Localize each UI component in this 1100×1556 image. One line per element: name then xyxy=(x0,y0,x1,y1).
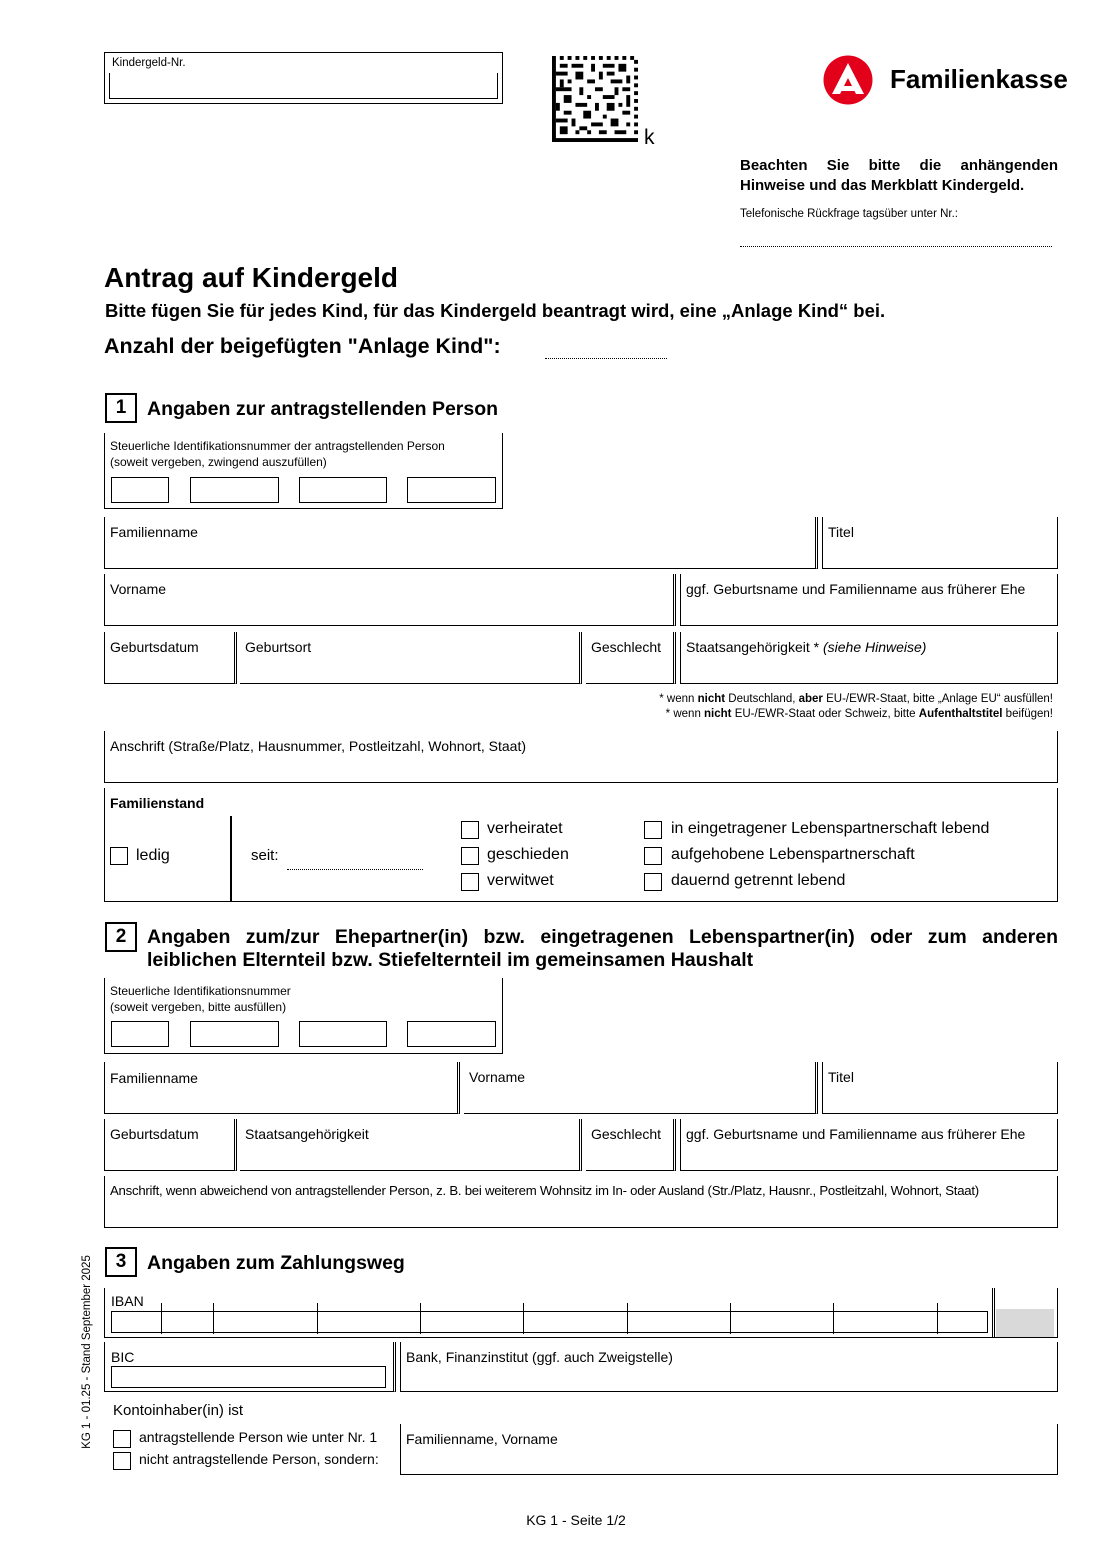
staat-note-aufenthalt: * wenn nicht EU-/EWR-Staat oder Schweiz, bitte Aufenthaltstitel beifügen! xyxy=(665,708,1053,720)
s2-vorname-label: Vorname xyxy=(469,1069,526,1085)
ledig-label: ledig xyxy=(136,847,170,864)
titel-label: Titel xyxy=(828,524,854,540)
s2-taxid-box-1[interactable] xyxy=(111,1021,169,1047)
s2-geburtsname-field[interactable] xyxy=(680,1119,1058,1171)
lp-lebend-label: in eingetragener Lebenspartnerschaft lebend xyxy=(671,820,990,837)
taxid-label2: (soweit vergeben, zwingend auszufüllen) xyxy=(110,455,327,469)
staatsangehoerigkeit-field[interactable] xyxy=(680,632,1058,684)
kontoinhaber-option2-checkbox[interactable] xyxy=(113,1452,131,1470)
s2-taxid-box-3[interactable] xyxy=(299,1021,387,1047)
iban-tick xyxy=(937,1303,938,1334)
s2-familienname-label: Familienname xyxy=(110,1070,198,1086)
iban-check-area xyxy=(996,1309,1054,1337)
datamatrix-barcode xyxy=(551,56,639,142)
familienname-label: Familienname xyxy=(110,524,198,540)
iban-label: IBAN xyxy=(111,1293,144,1309)
page-subtitle: Bitte fügen Sie für jedes Kind, für das Kindergeld beantragt wird, eine „Anlage Kind“ bei. xyxy=(105,300,886,321)
taxid-box-1[interactable] xyxy=(111,477,169,503)
taxid-box-4[interactable] xyxy=(407,477,496,503)
titel-field[interactable] xyxy=(822,517,1058,569)
section2-title xyxy=(147,926,1058,972)
notice xyxy=(740,156,1058,196)
s2-staatsangehoerigkeit-label: Staatsangehörigkeit xyxy=(245,1126,369,1142)
kontoinhaber-name-field[interactable] xyxy=(400,1424,1058,1475)
taxid-label1: Steuerliche Identifikationsnummer der antragstellenden Person xyxy=(110,439,445,453)
geburtsdatum-field[interactable] xyxy=(104,632,237,684)
kontoinhaber-name-label: Familienname, Vorname xyxy=(406,1431,558,1447)
iban-tick xyxy=(523,1303,524,1334)
iban-tick xyxy=(420,1303,421,1334)
geburtsdatum-label: Geburtsdatum xyxy=(110,639,199,655)
getrennt-label: dauernd getrennt lebend xyxy=(671,872,846,889)
kindergeld-nr-label: Kindergeld-Nr. xyxy=(112,57,186,69)
s2-geburtsname-label: ggf. Geburtsname und Familienname aus früherer Ehe xyxy=(686,1126,1026,1142)
verheiratet-label: verheiratet xyxy=(487,820,563,837)
iban-tick xyxy=(317,1303,318,1334)
vorname-field[interactable] xyxy=(104,574,676,626)
lp-lebend-checkbox[interactable] xyxy=(644,821,662,839)
vorname-label: Vorname xyxy=(110,581,167,597)
verheiratet-checkbox[interactable] xyxy=(461,821,479,839)
kontoinhaber-label: Kontoinhaber(in) ist xyxy=(113,1402,244,1419)
page-title: Antrag auf Kindergeld xyxy=(104,262,399,293)
geburtsort-label: Geburtsort xyxy=(245,639,312,655)
anlage-count-input[interactable] xyxy=(545,358,667,359)
s2-anschrift-field[interactable] xyxy=(104,1176,1058,1228)
familienkasse-logo-icon xyxy=(823,55,873,105)
familienstand-divider xyxy=(230,816,232,902)
seit-label: seit: xyxy=(251,847,279,864)
section1-number: 1 xyxy=(105,393,137,423)
page-number: KG 1 - Seite 1/2 xyxy=(526,1512,626,1528)
section1-title: Angaben zur antragstellenden Person xyxy=(147,398,499,420)
bic-input[interactable] xyxy=(111,1366,386,1388)
barcode-suffix: k xyxy=(644,126,655,149)
section2-title-line1: Angaben zum/zur Ehepartner(in) bzw. eingetragenen Lebenspartner(in) oder zum anderen xyxy=(147,926,1058,948)
kontoinhaber-option2-label: nicht antragstellende Person, sondern: xyxy=(139,1451,379,1467)
s2-staatsangehoerigkeit-field[interactable] xyxy=(240,1119,582,1171)
anlage-count-label: Anzahl der beigefügten "Anlage Kind": xyxy=(104,334,501,358)
geschlecht-field[interactable] xyxy=(586,632,676,684)
iban-tick xyxy=(213,1303,214,1334)
ledig-checkbox[interactable] xyxy=(110,847,128,865)
lp-aufgehoben-checkbox[interactable] xyxy=(644,847,662,865)
s2-taxid-box-4[interactable] xyxy=(407,1021,496,1047)
s2-taxid-box-2[interactable] xyxy=(190,1021,279,1047)
getrennt-checkbox[interactable] xyxy=(644,873,662,891)
taxid-box-3[interactable] xyxy=(299,477,387,503)
s2-taxid-label2: (soweit vergeben, bitte ausfüllen) xyxy=(110,1000,287,1014)
phone-label: Telefonische Rückfrage tagsüber unter Nr.: xyxy=(740,208,958,220)
taxid-box-2[interactable] xyxy=(190,477,279,503)
iban-tick xyxy=(833,1303,834,1334)
kindergeld-nr-field[interactable] xyxy=(104,52,503,104)
geschieden-label: geschieden xyxy=(487,846,569,863)
siehe-hinweise-label: (siehe Hinweise) xyxy=(822,639,927,655)
anschrift-label: Anschrift (Straße/Platz, Hausnummer, Postleitzahl, Wohnort, Staat) xyxy=(110,738,527,754)
s2-vorname-field[interactable] xyxy=(464,1062,818,1114)
kontoinhaber-option1-label: antragstellende Person wie unter Nr. 1 xyxy=(139,1429,378,1445)
section2-number: 2 xyxy=(105,922,137,952)
s2-titel-field[interactable] xyxy=(822,1062,1058,1114)
bank-field[interactable] xyxy=(400,1342,1058,1392)
section3-number: 3 xyxy=(105,1247,137,1277)
geschieden-checkbox[interactable] xyxy=(461,847,479,865)
iban-input[interactable] xyxy=(111,1311,988,1333)
s2-taxid-label1: Steuerliche Identifikationsnummer xyxy=(110,984,291,998)
geburtsname-label: ggf. Geburtsname und Familienname aus früherer Ehe xyxy=(686,581,1026,597)
familienstand-block xyxy=(104,788,1058,902)
kontoinhaber-option1-checkbox[interactable] xyxy=(113,1430,131,1448)
iban-divider xyxy=(992,1288,995,1337)
verwitwet-checkbox[interactable] xyxy=(461,873,479,891)
staatsangehoerigkeit-label-wrap xyxy=(686,639,926,655)
lp-aufgehoben-label: aufgehobene Lebenspartnerschaft xyxy=(671,846,915,863)
section3-title: Angaben zum Zahlungsweg xyxy=(147,1252,405,1274)
anschrift-field[interactable] xyxy=(104,731,1058,783)
familienname-field[interactable] xyxy=(104,517,818,569)
geburtsort-field[interactable] xyxy=(240,632,582,684)
section2-title-line2: leiblichen Elternteil bzw. Stiefelternteil im gemeinsamen Haushalt xyxy=(147,949,754,971)
staat-note-eu: * wenn nicht Deutschland, aber EU-/EWR-Staat, bitte „Anlage EU“ ausfüllen! xyxy=(659,693,1053,705)
kindergeld-nr-input[interactable] xyxy=(109,73,498,99)
notice-line2: Hinweise und das Merkblatt Kindergeld. xyxy=(740,177,1025,194)
verwitwet-label: verwitwet xyxy=(487,872,554,889)
geburtsname-field[interactable] xyxy=(680,574,1058,626)
notice-line1: Beachten Sie bitte die anhängenden xyxy=(740,157,1058,174)
side-note: KG 1 - 01.25 - Stand September 2025 xyxy=(81,1255,93,1449)
seit-input[interactable] xyxy=(287,869,423,870)
familienstand-label: Familienstand xyxy=(110,795,205,811)
s2-titel-label: Titel xyxy=(828,1069,854,1085)
s2-familienname-field[interactable] xyxy=(104,1062,460,1114)
iban-tick xyxy=(161,1303,162,1334)
bank-label: Bank, Finanzinstitut (ggf. auch Zweigstelle) xyxy=(406,1349,673,1365)
iban-tick xyxy=(730,1303,731,1334)
phone-input[interactable] xyxy=(740,246,1052,247)
s2-geschlecht-field[interactable] xyxy=(586,1119,676,1171)
s2-anschrift-label: Anschrift, wenn abweichend von antragstellender Person, z. B. bei weiterem Wohnsitz im In- oder Ausland (Str./Platz, Hausnr., Postleitzahl, Wohnort, Staat) xyxy=(110,1183,979,1198)
s2-geburtsdatum-label: Geburtsdatum xyxy=(110,1126,199,1142)
staatsangehoerigkeit-label: Staatsangehörigkeit * xyxy=(686,639,820,655)
s2-geburtsdatum-field[interactable] xyxy=(104,1119,237,1171)
iban-tick xyxy=(627,1303,628,1334)
geschlecht-label: Geschlecht xyxy=(591,639,662,655)
familienkasse-logo-text: Familienkasse xyxy=(890,64,1068,94)
bic-label: BIC xyxy=(111,1349,135,1365)
s2-geschlecht-label: Geschlecht xyxy=(591,1126,662,1142)
staat-notes xyxy=(659,692,1053,722)
